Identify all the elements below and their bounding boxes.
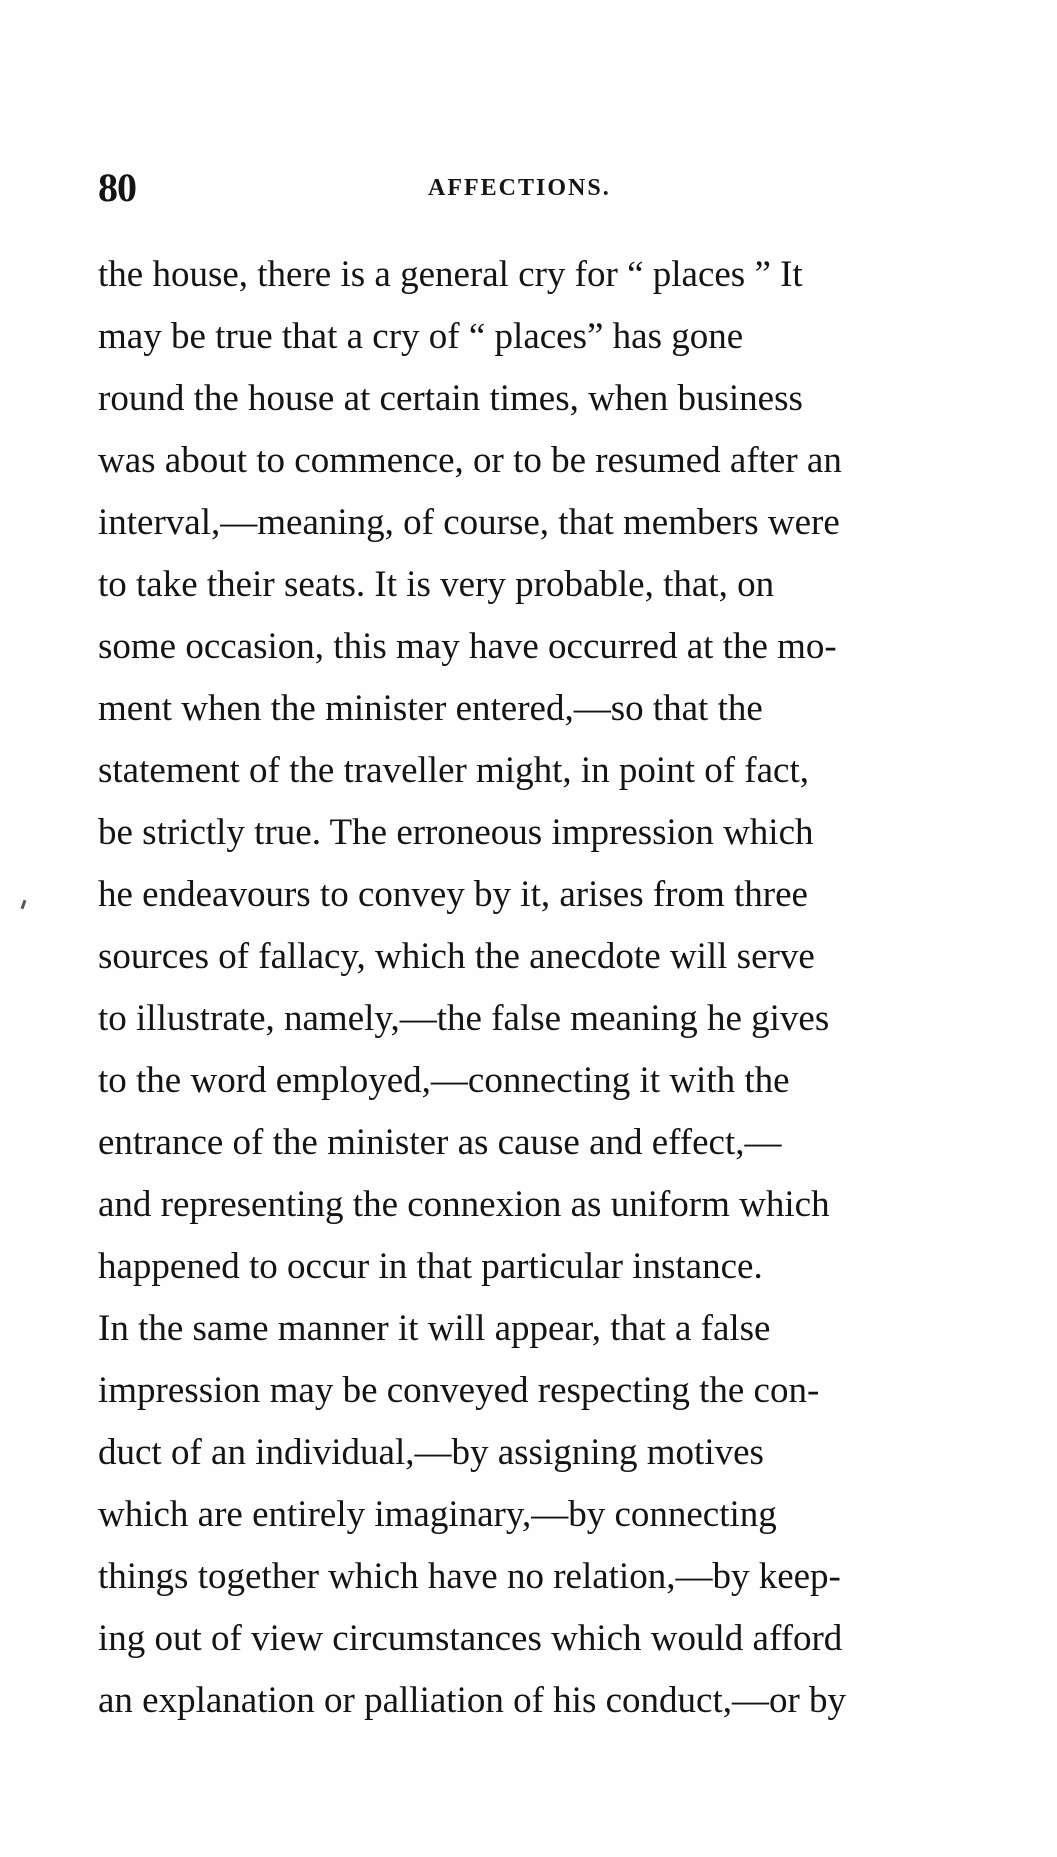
text-line: he endeavours to convey by it, arises from three (98, 874, 808, 915)
text-line: and representing the connexion as uniform which (98, 1184, 830, 1225)
text-line: sources of fallacy, which the anecdote will serve (98, 936, 815, 977)
text-line: ment when the minister entered,—so that the (98, 688, 763, 729)
text-line: an explanation or palliation of his conduct,—or by (98, 1680, 847, 1721)
text-line: to take their seats. It is very probable, that, on (98, 564, 775, 605)
page-number: 80 (98, 165, 136, 210)
stray-ink-mark (21, 900, 27, 909)
text-line: entrance of the minister as cause and effect,— (98, 1122, 782, 1163)
text-line: round the house at certain times, when business (98, 378, 803, 419)
text-line: ing out of view circumstances which would afford (98, 1618, 843, 1659)
text-line: which are entirely imaginary,—by connecting (98, 1494, 777, 1535)
running-head (98, 160, 978, 216)
text-line: In the same manner it will appear, that a false (98, 1308, 771, 1349)
text-line: the house, there is a general cry for “ places ” It (98, 254, 803, 295)
text-line: be strictly true. The erroneous impression which (98, 812, 814, 853)
running-title: AFFECTIONS. (428, 175, 611, 201)
text-line: impression may be conveyed respecting the con- (98, 1370, 820, 1411)
text-line: duct of an individual,—by assigning motives (98, 1432, 764, 1473)
body-text (98, 244, 978, 1732)
text-line: to the word employed,—connecting it with the (98, 1060, 790, 1101)
text-line: some occasion, this may have occurred at the mo- (98, 626, 837, 667)
text-line: happened to occur in that particular instance. (98, 1246, 763, 1287)
text-line: statement of the traveller might, in point of fact, (98, 750, 810, 791)
text-line: things together which have no relation,—by keep- (98, 1556, 841, 1597)
text-line: was about to commence, or to be resumed after an (98, 440, 842, 481)
text-line: interval,—meaning, of course, that members were (98, 502, 840, 543)
text-line: may be true that a cry of “ places” has gone (98, 316, 744, 357)
text-line: to illustrate, namely,—the false meaning he gives (98, 998, 830, 1039)
